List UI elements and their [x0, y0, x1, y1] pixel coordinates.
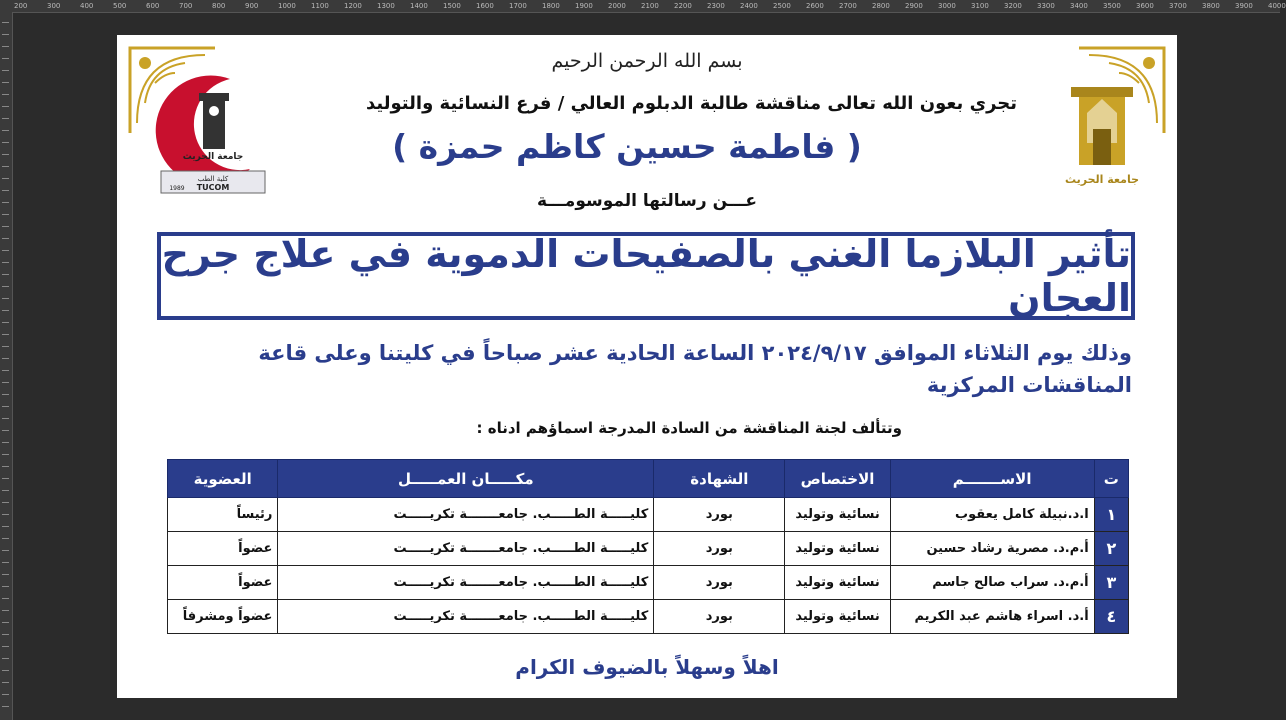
thesis-title-box [157, 232, 1135, 320]
logo-name-text: جامعة الحريث [182, 152, 244, 162]
ruler-tick [2, 634, 9, 635]
row-number: ٢ [1094, 532, 1128, 566]
ruler-tick [2, 370, 9, 371]
row-number: ١ [1094, 498, 1128, 532]
ruler-tick [2, 70, 9, 71]
ruler-tick [2, 706, 9, 707]
ruler-tick [2, 82, 9, 83]
ruler-tick [2, 514, 9, 515]
ruler-label: 3500 [1103, 2, 1121, 10]
logo-year-text: 1989 [169, 185, 185, 192]
committee-intro: وتتألف لجنة المناقشة من السادة المدرجة اسماؤهم ادناه : [476, 419, 902, 437]
ruler-tick [2, 118, 9, 119]
ruler-label: 1300 [377, 2, 395, 10]
member-degree: بورد [654, 532, 785, 566]
ruler-label: 3900 [1235, 2, 1253, 10]
member-degree: بورد [654, 566, 785, 600]
invitation-page [117, 35, 1177, 698]
ruler-tick [2, 442, 9, 443]
member-workplace: كليـــــة الطـــــب. جامعـــــــة تكريـــــت [278, 532, 654, 566]
ruler-label: 1800 [542, 2, 560, 10]
member-name: أ.د. اسراء هاشم عبد الكريم [890, 600, 1094, 634]
basmala: بسم الله الرحمن الرحيم [551, 50, 743, 72]
ruler-tick [2, 274, 9, 275]
thesis-title: تأثير البلازما الغني بالصفيحات الدموية في علاج جرح العجان [161, 232, 1131, 320]
ruler-label: 2500 [773, 2, 791, 10]
ruler-tick [2, 682, 9, 683]
member-workplace: كليـــــة الطـــــب. جامعـــــــة تكريـــــت [278, 498, 654, 532]
thesis-subtitle: عـــن رسالتها الموسومـــة [537, 191, 757, 211]
member-workplace: كليـــــة الطـــــب. جامعـــــــة تكريـــــت [278, 600, 654, 634]
member-degree: بورد [654, 600, 785, 634]
ruler-tick [2, 166, 9, 167]
ruler-tick [2, 346, 9, 347]
member-name: ا.د.نبيلة كامل يعقوب [890, 498, 1094, 532]
table-header-row [168, 460, 1129, 498]
ruler-label: 1500 [443, 2, 461, 10]
row-number: ٣ [1094, 566, 1128, 600]
header-name: الاســـــــم [890, 460, 1094, 498]
schedule-text: وذلك يوم الثلاثاء الموافق ٢٠٢٤/٩/١٧ الساعة الحادية عشر صباحاً في كليتنا وعلى قاعة المناقشات المركزية [258, 341, 1132, 397]
table-row [168, 600, 1129, 634]
ruler-tick [2, 562, 9, 563]
welcome-message: اهلاً وسهلاً بالضيوف الكرام [515, 655, 779, 679]
header-workplace: مكـــــان العمـــــل [278, 460, 654, 498]
member-name: أ.م.د. مصرية رشاد حسين [890, 532, 1094, 566]
member-specialty: نسائية وتوليد [785, 498, 890, 532]
left-ruler [0, 12, 13, 720]
ruler-label: 2700 [839, 2, 857, 10]
ruler-tick [2, 262, 9, 263]
announcement-intro: تجري بعون الله تعالى مناقشة طالبة الدبلوم العالي / فرع النسائية والتوليد [366, 93, 1017, 114]
table-row [168, 498, 1129, 532]
table-row [168, 566, 1129, 600]
ruler-tick [2, 130, 9, 131]
member-name: أ.م.د. سراب صالح جاسم [890, 566, 1094, 600]
ruler-tick [2, 358, 9, 359]
ruler-label: 3100 [971, 2, 989, 10]
ruler-tick [2, 466, 9, 467]
member-degree: بورد [654, 498, 785, 532]
ruler-tick [2, 46, 9, 47]
ruler-label: 3600 [1136, 2, 1154, 10]
ruler-tick [2, 430, 9, 431]
ruler-label: 1900 [575, 2, 593, 10]
ruler-label: 400 [80, 2, 94, 10]
header-membership: العضوية [168, 460, 278, 498]
header-specialty: الاختصاص [785, 460, 890, 498]
ruler-tick [2, 538, 9, 539]
ruler-tick [2, 646, 9, 647]
ruler-label: 2300 [707, 2, 725, 10]
ruler-label: 800 [212, 2, 226, 10]
ruler-label: 1400 [410, 2, 428, 10]
ruler-label: 2000 [608, 2, 626, 10]
ruler-tick [2, 382, 9, 383]
ruler-label: 1600 [476, 2, 494, 10]
row-number: ٤ [1094, 600, 1128, 634]
header-number: ت [1094, 460, 1128, 498]
ruler-tick [2, 286, 9, 287]
committee-table [167, 459, 1129, 634]
ruler-tick [2, 58, 9, 59]
ruler-tick [2, 658, 9, 659]
ruler-tick [2, 106, 9, 107]
ruler-tick [2, 22, 9, 23]
ruler-label: 600 [146, 2, 160, 10]
ruler-label: 1700 [509, 2, 527, 10]
ruler-tick [2, 694, 9, 695]
ruler-tick [2, 250, 9, 251]
ruler-tick [2, 670, 9, 671]
ruler-tick [2, 214, 9, 215]
ruler-tick [2, 526, 9, 527]
member-role: عضواً ومشرفاً [168, 600, 278, 634]
ruler-tick [2, 34, 9, 35]
ruler-label: 500 [113, 2, 127, 10]
ruler-tick [2, 334, 9, 335]
ruler-tick [2, 226, 9, 227]
ruler-label: 300 [47, 2, 61, 10]
college-logo [155, 71, 270, 197]
ruler-tick [2, 418, 9, 419]
ruler-tick [2, 598, 9, 599]
ruler-label: 2800 [872, 2, 890, 10]
ruler-tick [2, 154, 9, 155]
student-name: ( فاطمة حسين كاظم حمزة ) [392, 127, 862, 166]
ruler-label: 2600 [806, 2, 824, 10]
logo-college-text: كلية الطب [197, 175, 229, 183]
ruler-label: 2200 [674, 2, 692, 10]
ruler-label: 4000 [1268, 2, 1286, 10]
ruler-tick [2, 574, 9, 575]
ruler-label: 3000 [938, 2, 956, 10]
ruler-tick [2, 502, 9, 503]
ruler-label: 2900 [905, 2, 923, 10]
ruler-tick [2, 142, 9, 143]
ruler-tick [2, 238, 9, 239]
member-specialty: نسائية وتوليد [785, 566, 890, 600]
member-specialty: نسائية وتوليد [785, 600, 890, 634]
ruler-label: 200 [14, 2, 28, 10]
ruler-tick [2, 490, 9, 491]
ruler-label: 2400 [740, 2, 758, 10]
ruler-tick [2, 322, 9, 323]
logo-university-text: جامعة الحريث [1064, 173, 1140, 186]
member-specialty: نسائية وتوليد [785, 532, 890, 566]
top-ruler [0, 0, 1286, 13]
ruler-label: 1200 [344, 2, 362, 10]
table-row [168, 532, 1129, 566]
university-logo [1057, 83, 1147, 193]
ruler-label: 3800 [1202, 2, 1220, 10]
logo-tucom-text: TUCOM [196, 183, 230, 192]
ruler-tick [2, 310, 9, 311]
ruler-label: 1000 [278, 2, 296, 10]
member-role: عضواً [168, 532, 278, 566]
ruler-tick [2, 406, 9, 407]
ruler-tick [2, 190, 9, 191]
member-workplace: كليـــــة الطـــــب. جامعـــــــة تكريـــــت [278, 566, 654, 600]
ruler-tick [2, 94, 9, 95]
ruler-tick [2, 622, 9, 623]
ruler-tick [2, 178, 9, 179]
ruler-label: 2100 [641, 2, 659, 10]
ruler-label: 1100 [311, 2, 329, 10]
ruler-tick [2, 202, 9, 203]
ruler-tick [2, 394, 9, 395]
member-role: رئيساً [168, 498, 278, 532]
ruler-tick [2, 550, 9, 551]
ruler-label: 3300 [1037, 2, 1055, 10]
ruler-label: 700 [179, 2, 193, 10]
ruler-tick [2, 298, 9, 299]
ruler-tick [2, 454, 9, 455]
ruler-label: 3700 [1169, 2, 1187, 10]
header-degree: الشهادة [654, 460, 785, 498]
ruler-label: 3200 [1004, 2, 1022, 10]
ruler-label: 3400 [1070, 2, 1088, 10]
ruler-tick [2, 586, 9, 587]
ruler-label: 900 [245, 2, 259, 10]
ruler-tick [2, 610, 9, 611]
ruler-tick [2, 478, 9, 479]
member-role: عضواً [168, 566, 278, 600]
